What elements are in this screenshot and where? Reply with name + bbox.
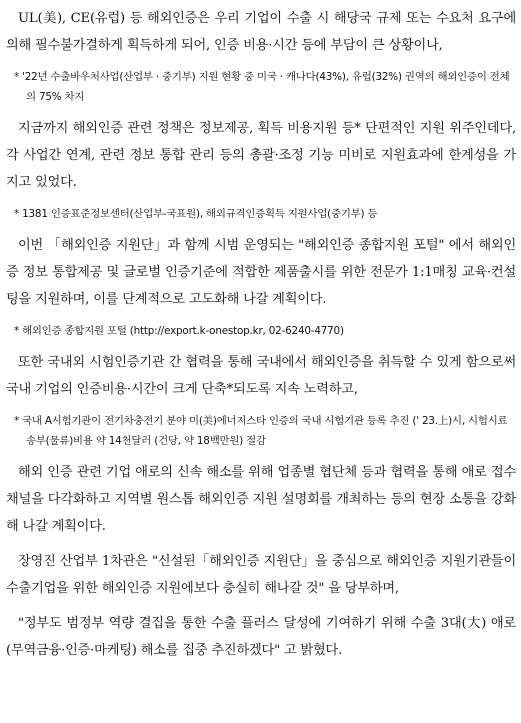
paragraph-vice-minister-quote: 장영진 산업부 1차관은 "신설된「해외인증 지원단」을 중심으로 해외인증 지원기관들이 수출기업을 위한 해외인증 지원에보다 충실히 해나갈 것" 을 당부하며, bbox=[6, 554, 516, 596]
footnote-export-voucher: * '22년 수출바우처사업(산업부 · 중기부) 지원 현황 중 미국 · 캐나다(43%), 유럽(32%) 권역의 해외인증이 전체의 75% 차지 bbox=[14, 71, 510, 103]
paragraph-government-commitment: "정부도 범정부 역량 결집을 통한 수출 플러스 달성에 기여하기 위해 수출 3대(大) 애로(무역금융·인증·마케팅) 해소를 집중 추진하겠다" 고 밝혔다. bbox=[6, 616, 516, 658]
paragraph-portal: 이번 「해외인증 지원단」과 함께 시범 운영되는 "해외인증 종합지원 포털" 에서 해외인증 정보 통합제공 및 글로벌 인증기준에 적합한 제품출시를 위한 전문가 1:1매칭 교육·컨설팅을 지원하며, 이를 단계적으로 고도화해 나갈 계획이다. bbox=[6, 238, 516, 307]
paragraph-domestic-testing: 또한 국내외 시험인증기관 간 협력을 통해 국내에서 해외인증을 취득할 수 있게 함으로써 국내 기업의 인증비용·시간이 크게 단축*되도록 지속 노력하고, bbox=[6, 355, 516, 397]
footnote-info-centers: * 1381 인증표준정보센터(산업부-국표원), 해외규격인증획득 지원사업(중기부) 등 bbox=[14, 208, 378, 220]
paragraph-field-communication: 해외 인증 관련 기업 애로의 신속 해소를 위해 업종별 협단체 등과 협력을 통해 애로 접수 채널을 다각화하고 지역별 원스톱 해외인증 지원 설명회를 개최하는 등의 현장 소통을 강화해 나갈 계획이다. bbox=[6, 465, 516, 534]
paragraph-current-policy: 지금까지 해외인증 관련 정책은 정보제공, 획득 비용지원 등* 단편적인 지원 위주인데다, 각 사업간 연계, 관련 정보 통합 관리 등의 총괄·조정 기능 미비로 지원효과에 한계성을 가지고 있었다. bbox=[6, 121, 516, 190]
footnote-testing-example: * 국내 A시험기관이 전기차충전기 분야 미(美)에너지스타 인증의 국내 시험기관 등록 추진 (' 23.上)시, 시험시료 송부(물류)비용 약 14천달러 (건당, 약 18백만원) 절감 bbox=[14, 415, 508, 447]
paragraph-intro: UL(美), CE(유럽) 등 해외인증은 우리 기업이 수출 시 해당국 규제 또는 수요처 요구에 의해 필수불가결하게 획득하게 되어, 인증 비용·시간 등에 부담이 큰 상황이나, bbox=[6, 11, 516, 53]
footnote-portal-contact: * 해외인증 종합지원 포털 (http://export.k-onestop.kr, 02-6240-4770) bbox=[14, 325, 344, 337]
document-body bbox=[6, 5, 516, 664]
